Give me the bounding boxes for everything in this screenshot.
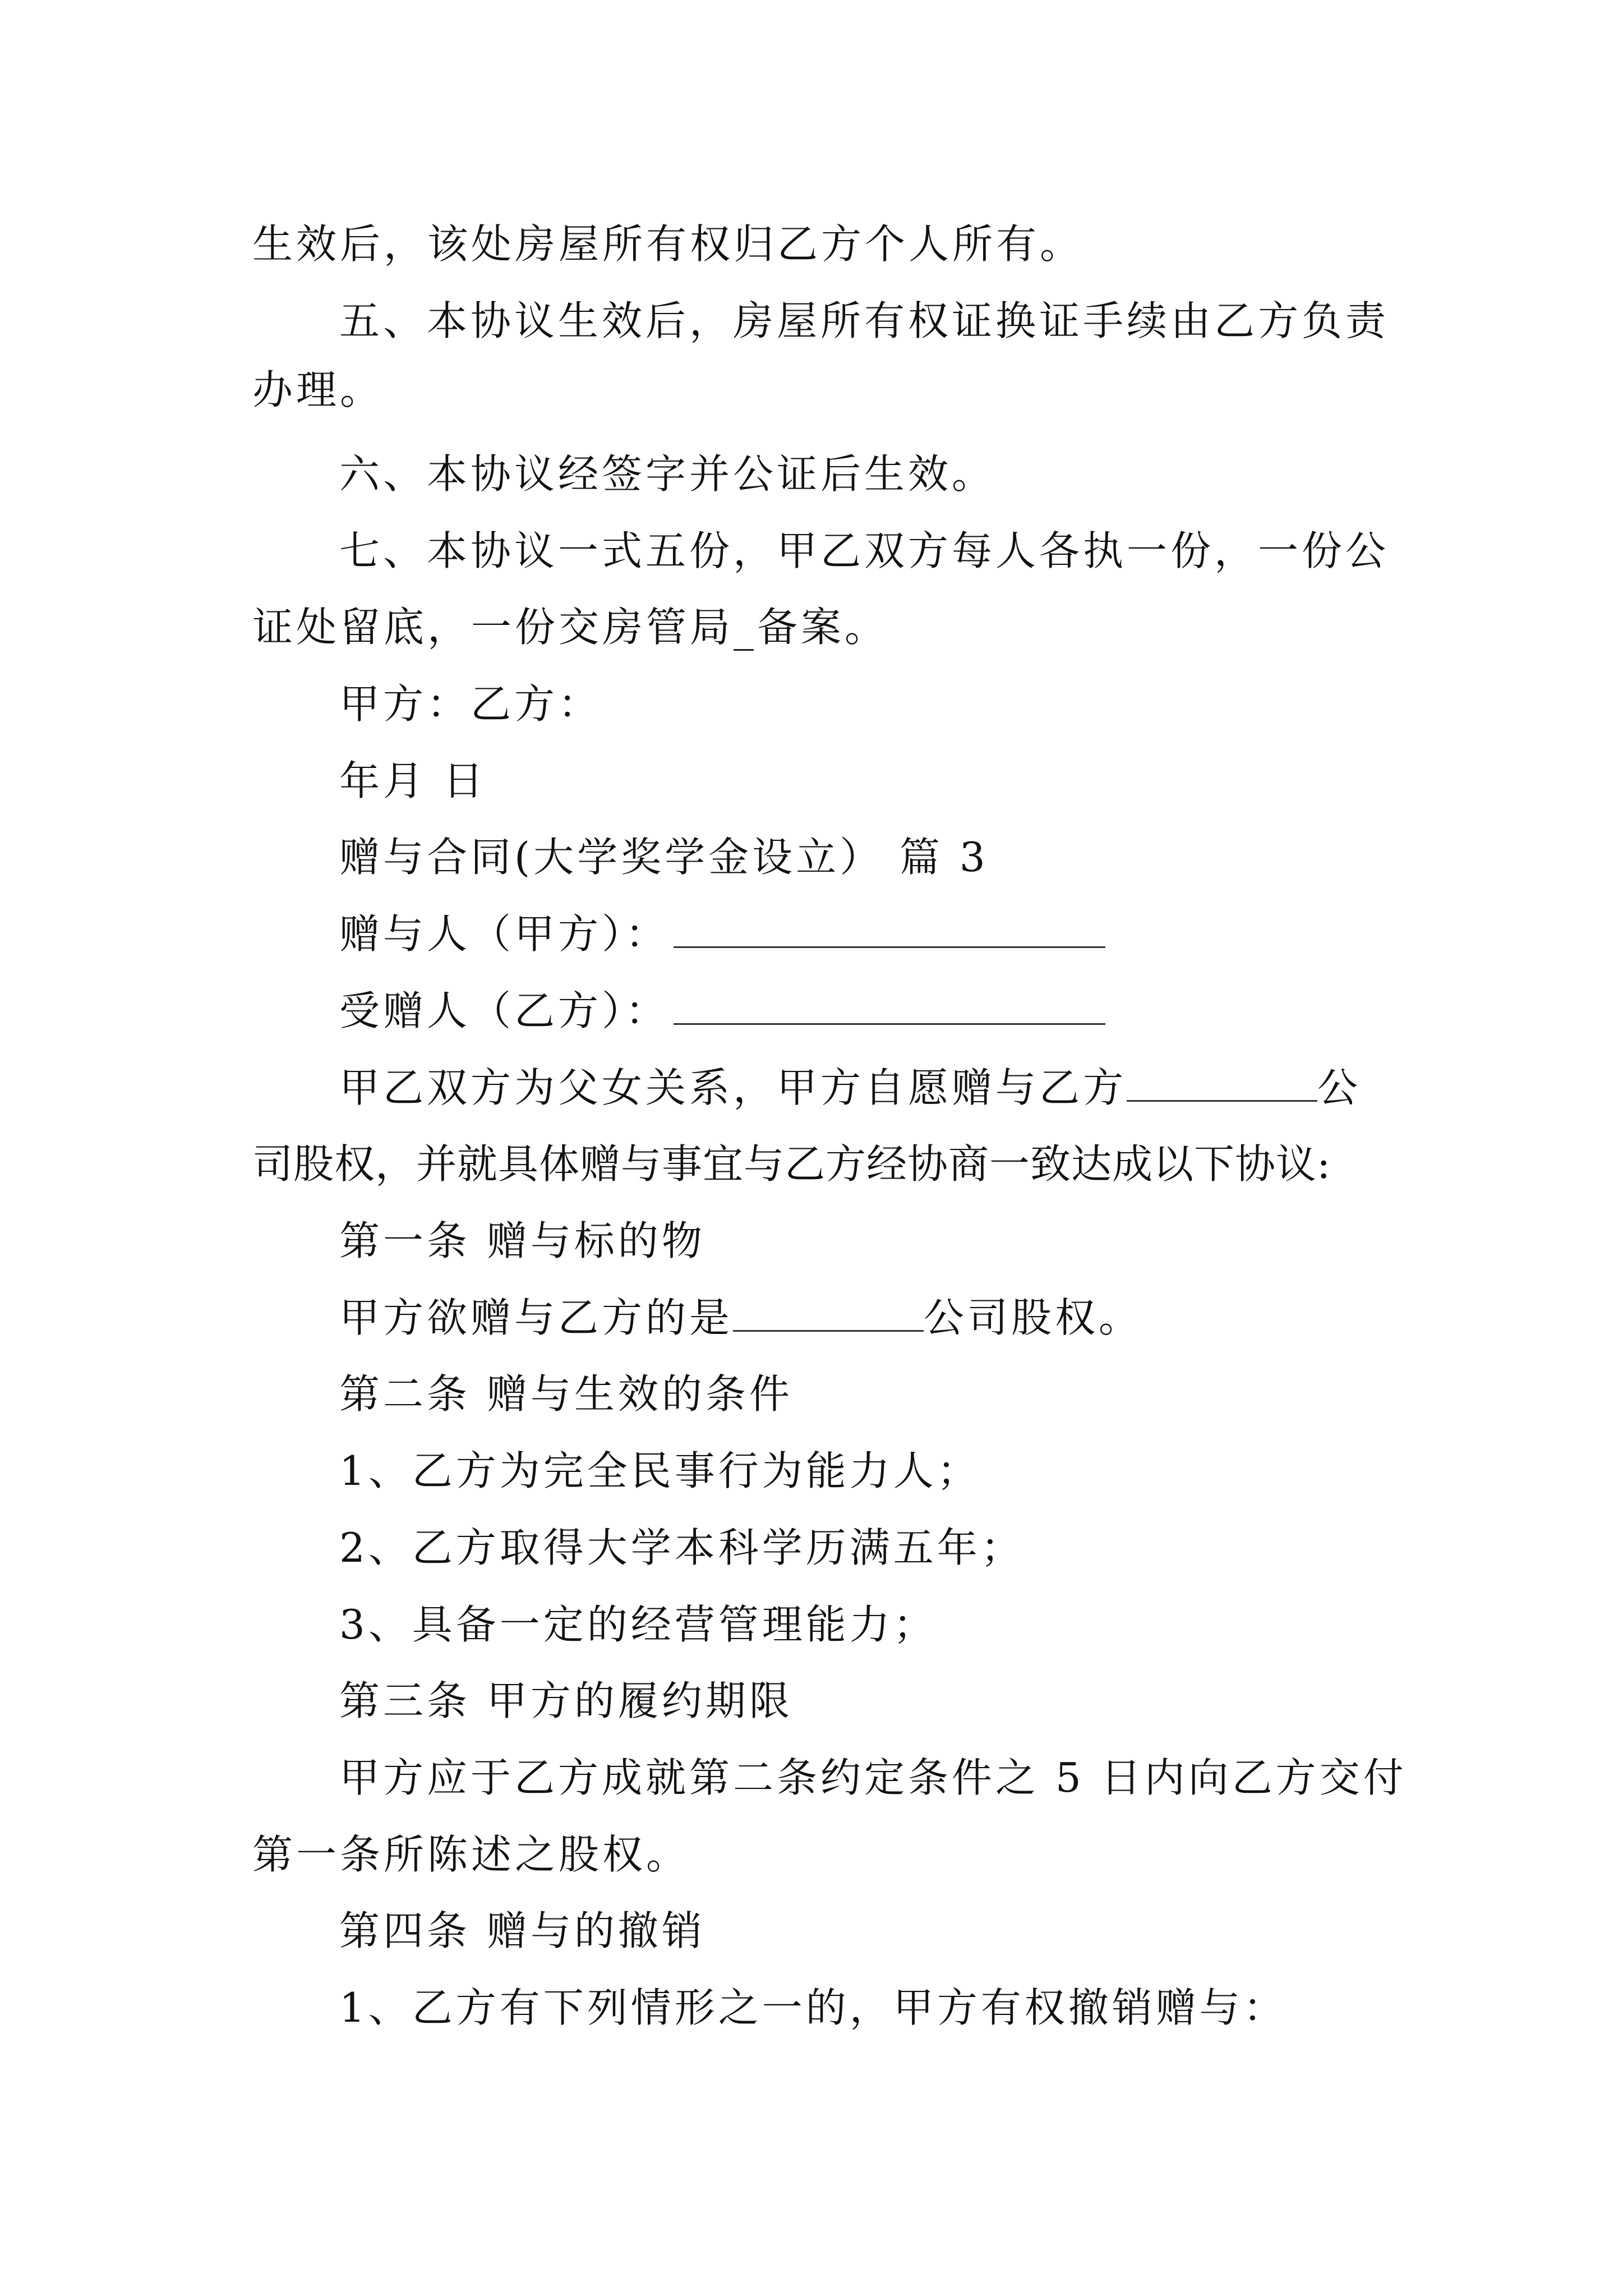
clause-six: 六、本协议经签字并公证后生效。 [339,450,996,498]
clause-seven: 七、本协议一式五份，甲乙双方每人各执一份，一份公 [339,527,1390,574]
relation-line [339,1060,1495,1116]
date-line: 年月 日 [339,757,487,804]
paragraph-line: 司股权，并就具体赠与事宜与乙方经协商一致达成以下协议: [252,1140,1331,1188]
condition-item: 2、乙方取得大学本科学历满五年； [339,1524,1025,1571]
donor-line [339,906,1495,962]
article-three-title: 第三条 甲方的履约期限 [339,1677,793,1724]
section-title: 赠与合同(大学奖学金设立） 篇 3 [339,834,989,881]
company-blank [1127,1061,1317,1102]
revocation-item: 1、乙方有下列情形之一的，甲方有权撤销赠与： [339,1984,1287,2031]
article-two-title: 第二条 赠与生效的条件 [339,1370,793,1418]
article-one-text: 甲方欲赠与乙方的是 [339,1294,734,1341]
donor-label: 赠与人（甲方）： [339,910,670,958]
article-one-body [339,1290,1495,1346]
article-one-title: 第一条 赠与标的物 [339,1217,706,1264]
donor-blank [674,907,1105,948]
paragraph-line: 生效后，该处房屋所有权归乙方个人所有。 [252,220,1084,268]
equity-blank [733,1291,924,1332]
article-one-text-end: 公司股权。 [924,1294,1143,1341]
paragraph-line: 办理。 [252,366,384,413]
condition-item: 3、具备一定的经营管理能力； [339,1601,937,1648]
donee-blank [674,984,1105,1025]
condition-item: 1、乙方为完全民事行为能力人； [339,1447,981,1494]
donee-line [339,983,1495,1039]
paragraph-line: 第一条所陈述之股权。 [252,1831,690,1878]
article-three-body: 甲方应于乙方成就第二条约定条件之 5 日内向乙方交付 [339,1754,1407,1801]
relation-text-end: 公 [1317,1064,1362,1111]
relation-text: 甲乙双方为父女关系，甲方自愿赠与乙方 [339,1064,1127,1111]
article-four-title: 第四条 赠与的撤销 [339,1907,706,1954]
signature-parties: 甲方：乙方： [339,680,602,728]
clause-five: 五、本协议生效后，房屋所有权证换证手续由乙方负责 [339,297,1390,344]
paragraph-line: 证处留底，一份交房管局_备案。 [252,604,889,651]
donee-label: 受赠人（乙方）： [339,987,670,1034]
